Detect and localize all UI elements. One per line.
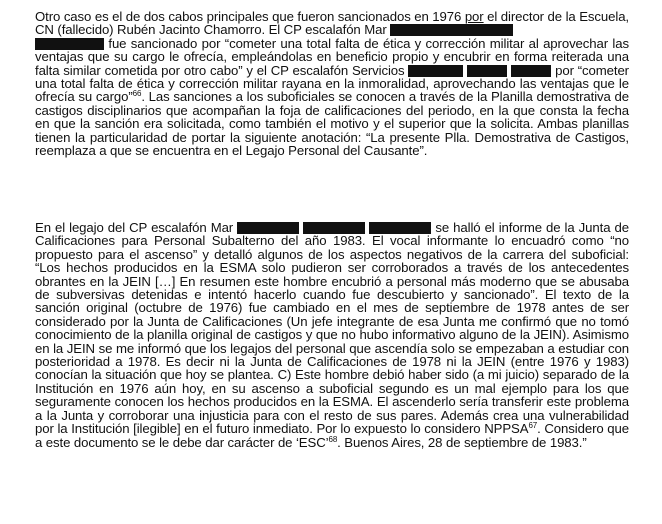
p1-text-1: Otro caso es el de dos cabos principales que fueron sancionados en 1976	[35, 9, 465, 24]
p2-text-2: se halló el informe de la Junta de Calificaciones para Personal Subalterno del año 1983. El vocal informante lo encuadró como “no propuesto para el ascenso” y detalló algunos de los aspectos negativos de la carrera del suboficial: “Los hechos producidos en la ESMA solo pudieron ser corroborados a través de los antecedentes obrantes en la JEIN […] En resumen este hombre encubrió a personal más moderno que se abusaba de subversivas detenidas e intentó hacerlo cuando fue descubierto y sancionado”. El texto de la sanción original (octubre de 1976) fue cambiado en el mes de septiembre de 1978 antes de ser considerado por la Junta de Calificaciones (Un jefe integrante de esa Junta me confirmó que no tomó conocimiento de la planilla original de castigos y que no hubo informativo alguno de la JEIN). Asimismo en la JEIN se me informó que los legajos del personal que ascendía solo se empezaban a estudiar con posterioridad a 1978. Es decir ni la Junta de Calificaciones de 1978 ni la JEIN (entre 1976 y 1983) conocían la situación que hoy se plantea. C) Este hombre debió haber sido (a mi juicio) separado de la Institución en 1976 aún hoy, en su ascenso a suboficial segundo es un mal ejemplo para los que seguramente conocen los hechos producidos en la ESMA. El ascenderlo sería transferir este problema a la Junta y corroborar una injusticia para con el resto de sus pares. Además crea una vulnerabilidad por la Institución [ilegible] en el futuro inmediato. Por lo expuesto lo considero NPPSA	[35, 220, 629, 437]
p1-text-3: fue sancionado por “cometer una total falta de ética y corrección militar al aprovechar las ventajas que su cargo le ofrecía, empleándolas en beneficio propio y encubrir en forma reiterada una falta similar cometida por otro cabo” y el CP escalafón Servicios	[35, 35, 629, 78]
redaction-bar	[511, 65, 551, 77]
p1-underlined-word: por	[464, 9, 484, 24]
p2-text-1: En el legajo del CP escalafón Mar	[35, 220, 238, 235]
redaction-bar	[35, 38, 104, 50]
paragraph-2	[35, 221, 629, 449]
footnote-ref-67: 67	[528, 421, 538, 431]
redaction-bar	[369, 222, 431, 234]
p1-text-2: el director de la Escuela, CN (fallecido) Rubén Jacinto Chamorro. El CP escalafón Mar	[35, 9, 629, 38]
footnote-ref-68: 68	[328, 434, 338, 444]
redaction-bar	[237, 222, 299, 234]
p1-text-5: . Las sanciones a los suboficiales se conocen a través de la Planilla demostrativa de castigos disciplinarios que acompañan la foja de calificaciones del periodo, en la que consta la fecha en que la sanción era solicitada, como también el motivo y el superior que la solicita. Ambas planillas tienen la particularidad de portar la siguiente anotación: “La presente Plla. Demostrativa de Castigos, reemplaza a que se encuentra en el Legajo Personal del Causante”.	[35, 89, 629, 159]
redaction-bar	[408, 65, 463, 77]
p1-text-4: por “cometer una total falta de ética y corrección militar rayana en la inmoralidad, aprovechando las ventajas que le ofrecía su cargo”	[35, 62, 629, 105]
redaction-bar	[390, 24, 513, 36]
redaction-bar	[467, 65, 507, 77]
footnote-ref-66: 66	[132, 89, 142, 99]
redaction-bar	[303, 222, 365, 234]
paragraph-1	[35, 10, 629, 157]
p2-text-4: . Buenos Aires, 28 de septiembre de 1983.”	[337, 434, 587, 450]
p2-text-3: . Considero que a este documento se le debe dar carácter de ‘ESC’	[35, 421, 629, 450]
